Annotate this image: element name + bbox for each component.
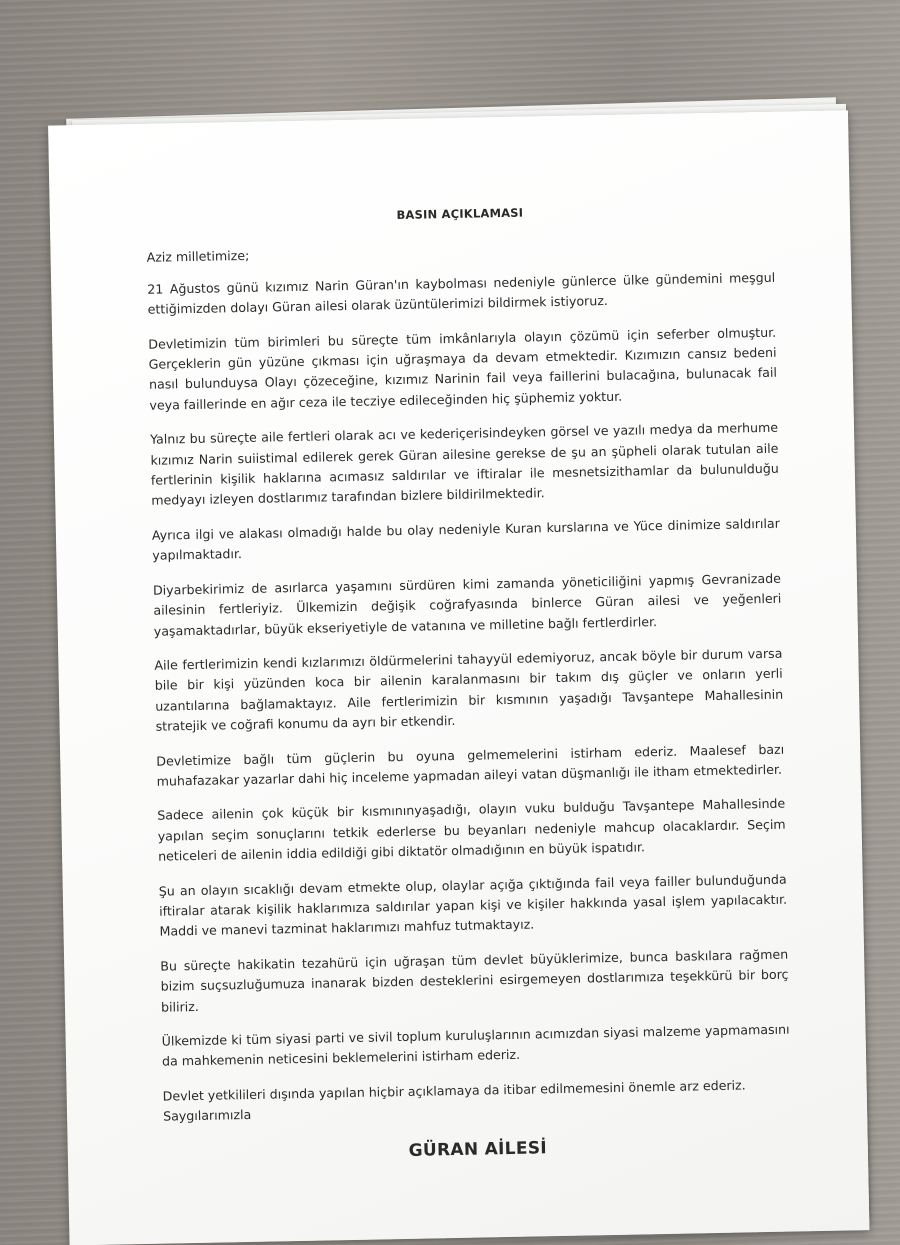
paragraph: 21 Ağustos günü kızımız Narin Güran'ın kaybolması nedeniyle günlerce ülke gündemini meşgul ettiğimizden dolayı Güran ailesi olarak üzüntülerimizi bildirmek istiyoruz. [147,269,776,318]
paragraph: Devletimize bağlı tüm güçlerin bu oyuna gelmemelerini istirham ederiz. Maalesef bazı muhafazakar yazarlar dahi hiç inceleme yapmadan aileyi vatan düşmanlığı ile itham etmektedirler. [156,741,785,789]
document-title: BASIN AÇIKLAMASI [396,205,524,223]
closing-phrase: Saygılarımızla [162,1107,252,1124]
paragraph: Sadece ailenin çok küçük bir kısmınınyaşadığı, olayın vuku bulduğu Tavşantepe Mahallesinde yapılan seçim sonuçlarını tetkik ederlerse bu beyanları nedeniyle mahcup olacaklardır. Seçim neticeleri de ailenin iddia edildiği gibi diktatör olmadığının en büyük ispatıdır. [157,795,786,864]
press-release-page [48,110,869,1245]
paragraph: Şu an olayın sıcaklığı devam etmekte olup, olaylar açığa çıktığında fail veya failler bulunduğunda iftiralar atarak kişilik haklarımıza saldırılar yapan kişi ve kişiler hakkında yasal işlem yapılacaktır. Maddi ve manevi tazminat haklarımızı mahfuz tutmaktayız. [158,871,788,940]
document-body [146,198,792,1166]
final-request: Devlet yetkilileri dışında yapılan hiçbir açıklamaya da itibar edilmemesini önemle arz ederiz. [162,1077,746,1104]
paragraph: Aile fertlerimizin kendi kızlarımızı öldürmelerini tahayyül edemiyoruz, ancak böyle bir durum varsa bile bir kişi yüzünden koca bir ailenin karalanmasını bir takım dış güçler ve onların yerli uzantılarına bağlamaktayız. Aile fertlerimizin bir kısmının yaşadığı Tavşantepe Mahallesinin stratejik ve coğrafi konumu da ayrı bir etkendir. [154,645,784,734]
paragraph: Yalnız bu süreçte aile fertleri olarak acı ve kederiçerisindeyken görsel ve yazılı medya da merhume kızımız Narin suiistimal edilerek gerek Güran ailesine gerekse de şu an şüpheli olarak tutulan aile fertlerinin kişilik haklarına acımasız saldırılar ve iftiralar ile mesnetsizithamlar da bulunulduğu medyayı izleyen dostlarımız tarafından bizlere bildirilmektedir. [149,419,779,509]
paragraph: Ülkemizde ki tüm siyasi parti ve sivil toplum kuruluşlarının acımızdan siyasi malzeme yapmamasını da mahkemenin neticesini beklemelerini istirham ederiz. [161,1021,790,1070]
salutation: Aziz milletimize; [146,248,250,266]
paragraph: Diyarbekirimiz de asırlarca yaşamını sürdüren kimi zamanda yöneticiliğini yapmış Gevranizade ailesinin fertleriyiz. Ülkemizin değişik coğrafyasında binlerce Güran ailesi ve yeğenleri yaşamaktadırlar, büyük ekseriyetiyle de vatanına ve milletine bağlı fertlerdirler. [152,570,782,639]
paragraph: Ayrıca ilgi ve alakası olmadığı halde bu olay nedeniyle Kuran kurslarına ve Yüce dinimize saldırılar yapılmaktadır. [151,515,780,564]
signature: GÜRAN AİLESİ [408,1137,548,1161]
paragraph: Bu süreçte hakikatin tezahürü için uğraşan tüm devlet büyüklerimize, bunca baskılara rağmen bizim suçsuzluğumuza inanarak bizden desteklerini esirgemeyen dostlarımıza teşekkürü bir borç biliriz. [160,946,789,1015]
paragraph: Devletimizin tüm birimleri bu süreçte tüm imkânlarıyla olayın çözümü için seferber olmuştur. Gerçeklerin gün yüzüne çıkması için uğraşmaya da devam etmektedir. Kızımızın cansız bedeni nasıl bulunduysa Olayı çözeceğine, kızımız Narinin fail veya faillerini bulacağına, bulunacak fail veya faillerinde en ağır ceza ile tecziye edileceğinden hiç şüphemiz yoktur. [148,324,778,413]
